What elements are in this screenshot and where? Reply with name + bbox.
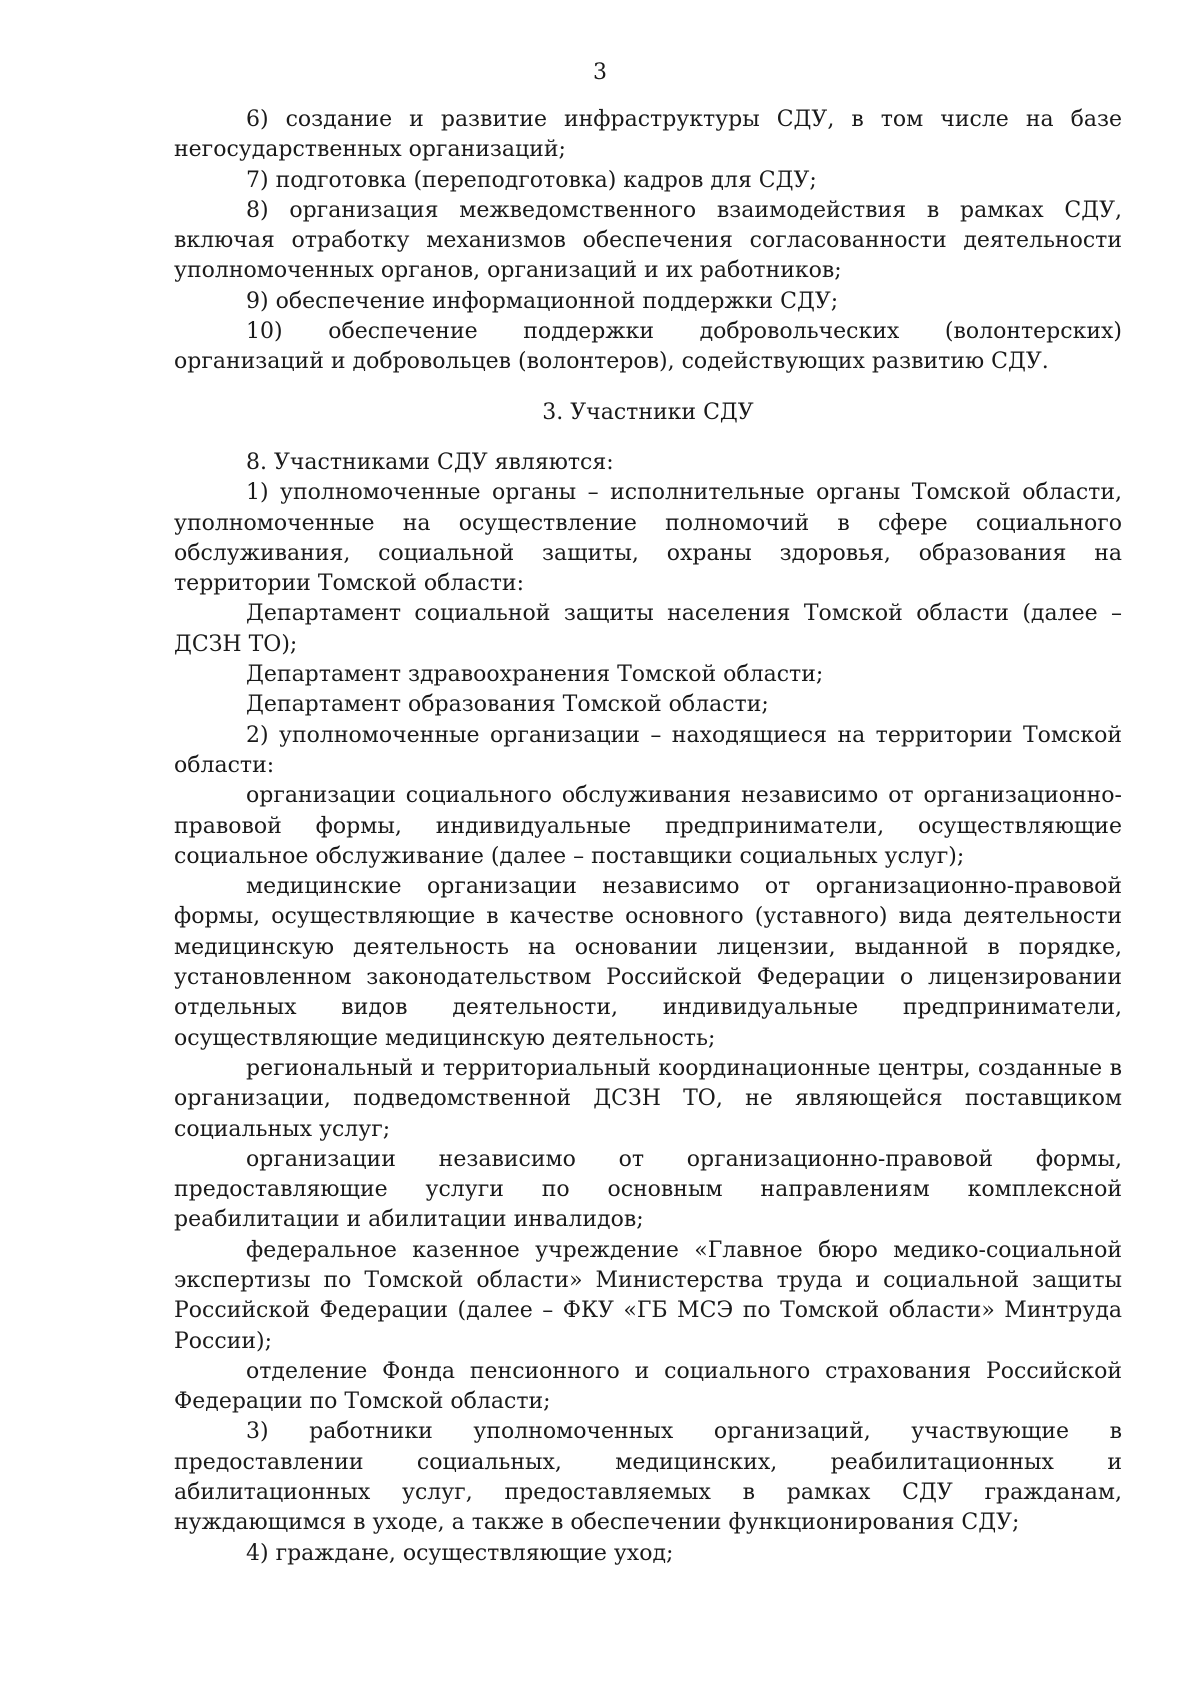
paragraph-item-8: 8) организация межведомственного взаимодействия в рамках СДУ, включая отработку механизмов обеспечения согласованности деятельности уполномоченных органов, организаций и их работников;	[174, 197, 1122, 284]
paragraph-health-department: Департамент здравоохранения Томской области;	[246, 662, 824, 688]
paragraph-item-7: 7) подготовка (переподготовка) кадров для СДУ;	[246, 167, 817, 193]
paragraph-mse-bureau: федеральное казенное учреждение «Главное бюро медико-социальной экспертизы по Томской области» Министерства труда и социальной защиты Российской Федерации (далее – ФКУ «ГБ МСЭ по Томской области» Минтруда России);	[174, 1237, 1122, 1354]
section-heading: 3. Участники СДУ	[542, 399, 754, 425]
document-body	[174, 105, 1122, 1569]
paragraph-dszn: Департамент социальной защиты населения Томской области (далее – ДСЗН ТО);	[174, 601, 1122, 657]
paragraph-pension-fund: отделение Фонда пенсионного и социального страхования Российской Федерации по Томской области;	[174, 1358, 1122, 1415]
paragraph-medical-orgs: медицинские организации независимо от организационно-правовой формы, осуществляющие в качестве основного (уставного) вида деятельности медицинскую деятельность на основании лицензии, выданной в порядке, установленном законодательством Российской Федерации о лицензировании отдельных видов деятельности, индивидуальные предприниматели, осуществляющие медицинскую деятельность;	[174, 874, 1122, 1051]
paragraph-authorized-bodies: 1) уполномоченные органы – исполнительные органы Томской области, уполномоченные на осуществление полномочий в сфере социального обслуживания, социальной защиты, охраны здоровья, образования на территории Томской области:	[174, 480, 1122, 597]
page-number: 3	[593, 60, 607, 85]
paragraph-item-9: 9) обеспечение информационной поддержки СДУ;	[246, 288, 839, 314]
paragraph-education-department: Департамент образования Томской области;	[246, 692, 769, 718]
paragraph-caregivers: 4) граждане, осуществляющие уход;	[246, 1540, 674, 1566]
paragraph-social-service-orgs: организации социального обслуживания независимо от организационно-правовой формы, индивидуальные предприниматели, осуществляющие социальное обслуживание (далее – поставщики социальных услуг);	[174, 783, 1122, 869]
paragraph-workers: 3) работники уполномоченных организаций, участвующие в предоставлении социальных, медицинских, реабилитационных и абилитационных услуг, предоставляемых в рамках СДУ гражданам, нуждающимся в уходе, а также в обеспечении функционирования СДУ;	[174, 1419, 1122, 1536]
paragraph-participants-intro: 8. Участниками СДУ являются:	[246, 449, 614, 475]
paragraph-rehabilitation-orgs: организации независимо от организационно-правовой формы, предоставляющие услуги по основным направлениям комплексной реабилитации и абилитации инвалидов;	[174, 1146, 1122, 1233]
paragraph-item-6: 6) создание и развитие инфраструктуры СДУ, в том числе на базе негосударственных организаций;	[174, 107, 1122, 163]
paragraph-coordination-centers: региональный и территориальный координационные центры, созданные в организации, подведомственной ДСЗН ТО, не являющейся поставщиком социальных услуг;	[174, 1055, 1122, 1142]
paragraph-authorized-organizations: 2) уполномоченные организации – находящиеся на территории Томской области:	[174, 722, 1122, 778]
paragraph-item-10: 10) обеспечение поддержки добровольческих (волонтерских) организаций и добровольцев (волонтеров), содействующих развитию СДУ.	[174, 319, 1122, 375]
